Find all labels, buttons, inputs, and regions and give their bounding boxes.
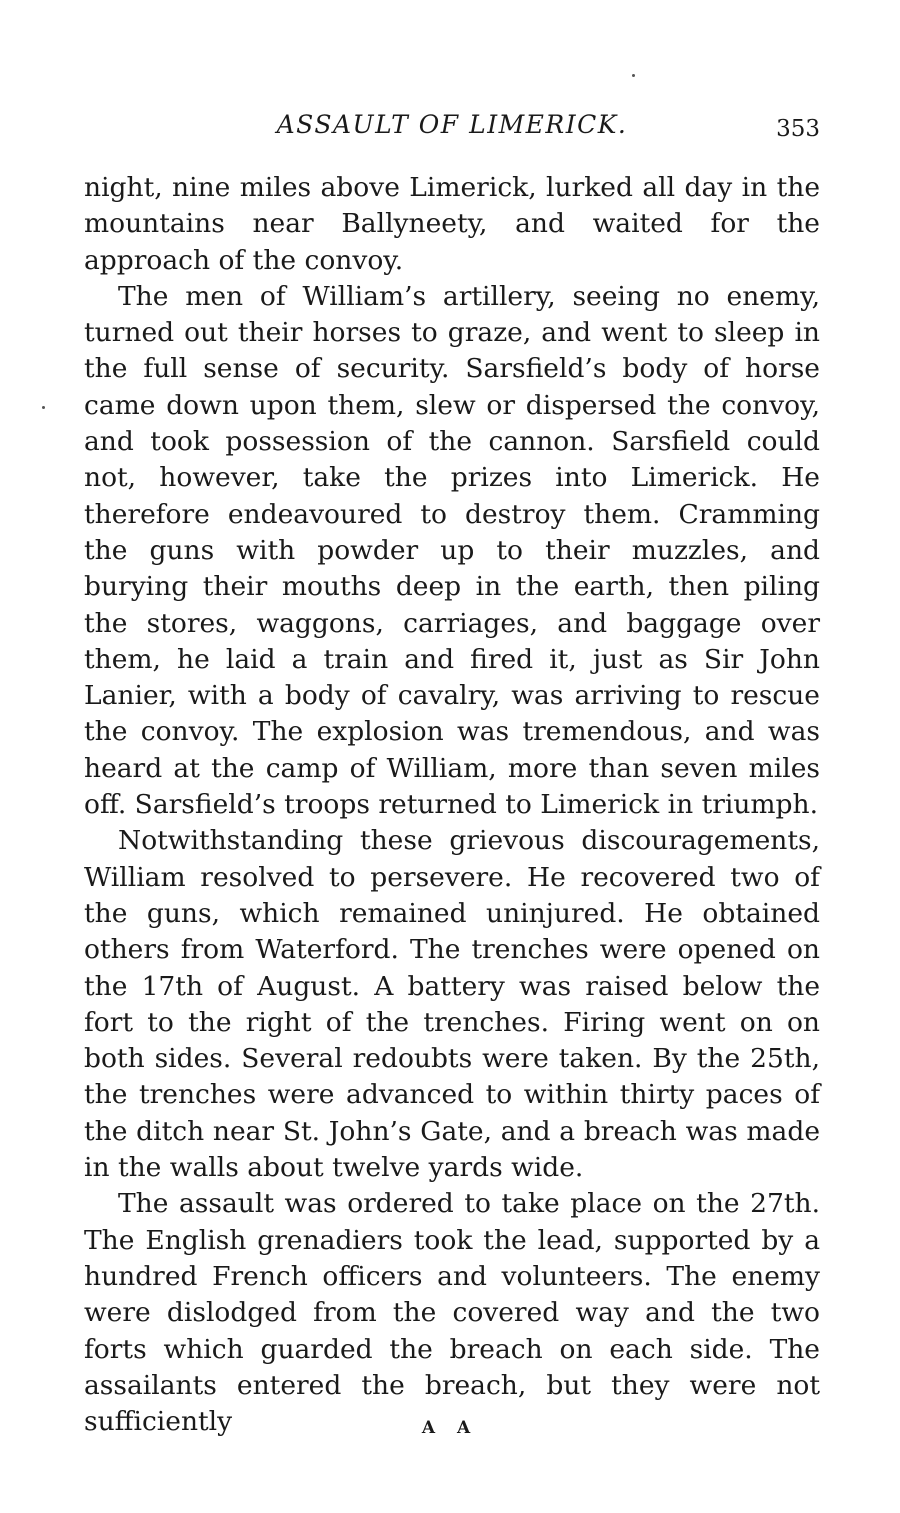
running-title: ASSAULT OF LIMERICK.: [276, 110, 628, 139]
page-number: 353: [776, 116, 820, 142]
paper-speck: [632, 74, 635, 77]
running-head: [84, 108, 820, 148]
signature-mark: A A: [421, 1418, 479, 1438]
body-text: [84, 170, 820, 1440]
paragraph: Notwithstanding these grievous discouragements, William resolved to persevere. He recovered two of the guns, which remained uninjured. He obtained others from Waterford. The trenches were opened on the 17th of August. A battery was raised below the fort to the right of the trenches. Firing went on on both sides. Several redoubts were taken. By the 25th, the trenches were advanced to within thirty paces of the ditch near St. John’s Gate, and a breach was made in the walls about twelve yards wide.: [84, 825, 820, 1184]
paragraph: The men of William’s artillery, seeing no enemy, turned out their horses to graze, and went to sleep in the full sense of security. Sarsfield’s body of horse came down upon them, slew or dispersed the convoy, and took possession of the cannon. Sarsfield could not, however, take the prizes into Limerick. He therefore endeavoured to destroy them. Cramming the guns with powder up to their muzzles, and burying their mouths deep in the earth, then piling the stores, waggons, carriages, and baggage over them, he laid a train and fired it, just as Sir John Lanier, with a body of cavalry, was arriving to rescue the convoy. The explosion was tremendous, and was heard at the camp of William, more than seven miles off. Sarsfield’s troops returned to Limerick in triumph.: [84, 280, 820, 821]
paper-speck: [42, 406, 45, 409]
paragraph: The assault was ordered to take place on the 27th. The English grenadiers took the lead, supported by a hundred French officers and volunteers. The enemy were dislodged from the covered way and the two forts which guarded the breach on each side. The assailants entered the breach, but they were not sufficiently: [84, 1188, 820, 1438]
paragraph: night, nine miles above Limerick, lurked all day in the mountains near Ballyneety, and waited for the approach of the convoy.: [84, 172, 820, 276]
